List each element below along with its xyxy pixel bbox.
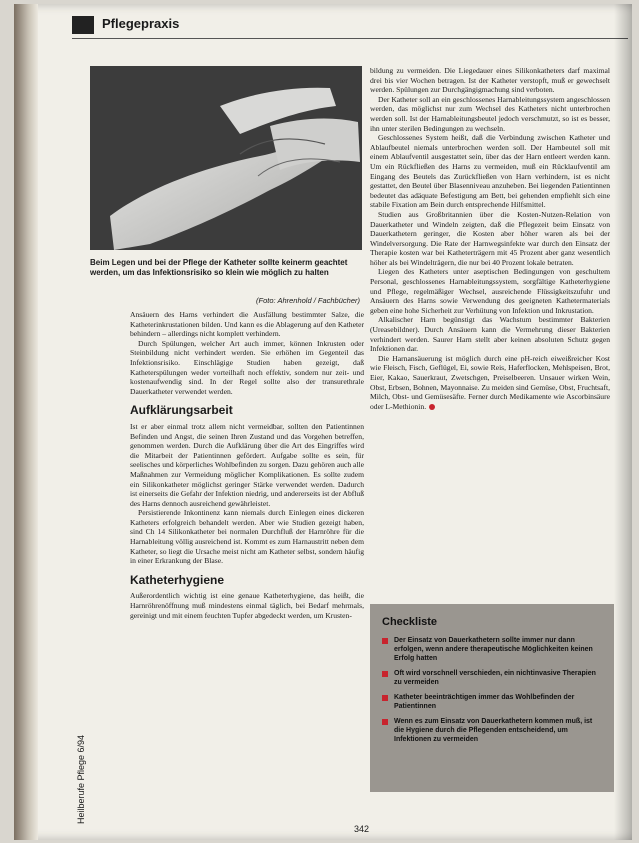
checklist-item-text: Katheter beeinträchtigen immer das Wohlbefinden der Patientinnen bbox=[394, 694, 575, 710]
paragraph-text: Die Harnansäuerung ist möglich durch eine pH-reich eiweißreicher Kost wie Fleisch, Fisch, Geflügel, Ei, sowie Reis, Haferflocken, Mehlspeisen, Brot, Eier, Kakao, Sauerkraut, Zwetschgen, Preiselbeeren. Unsauer wirken Wein, Obst, Erbsen, Bohnen, Mayonnaise. Zu meiden sind Gemüse, Obst, Fruchtsaft, Milch, Obst- und Gemüsesäfte. Ferner durch Medikamente wie Ascorbinsäure oder L-Methionin. bbox=[370, 353, 611, 411]
magazine-page bbox=[14, 4, 632, 840]
paragraph: Ansäuern des Harns verhindert die Ausfällung bestimmter Salze, die Katheterinkrustationen bilden. Und kann es die Ablagerung auf den Katheter behindern – allerdings nicht komplett verhindern. bbox=[130, 310, 364, 339]
square-bullet-icon bbox=[382, 671, 388, 677]
heading-katheterhygiene: Katheterhygiene bbox=[130, 572, 225, 587]
checklist-item bbox=[382, 669, 604, 687]
journal-name: Heilberufe Pflege 6/94 bbox=[76, 734, 86, 824]
paragraph: Ist er aber einmal trotz allem nicht vermeidbar, sollten den Patientinnen Befinden und Angst, die seinen Ihren Zustand und das Vorgehen betreffen, genommen werden. Durch die Aufklärung über die Art des Eingriffes wird die Mitarbeit der Patientinnen gefördert. Aufgabe sollte es sein, für seelisches und körperliches Wohlbefinden zu sorgen. Dazu gehören auch alle Maßnahmen zur Vermeidung möglicher Komplikationen. Es sollte zudem ein Silikonkatheter möglichst geringer Stärke verwendet werden. Dadurch ist einerseits die Gefahr der Infektion niedrig, und andererseits ist der Abfluß des Harns dennoch ausreichend gewährleistet. bbox=[130, 421, 365, 508]
checklist-item-text: Wenn es zum Einsatz von Dauerkathetern kommen muß, ist die Hygiene durch die Pflegenden entscheidend, um Infektionen zu vermeiden bbox=[394, 718, 593, 743]
heading-aufklaerung: Aufklärungsarbeit bbox=[130, 403, 233, 418]
paragraph: Studien aus Großbritannien über die Kosten-Nutzen-Relation von Dauerkatheter und Windeln zeigten, daß die Pflegezeit beim Einsatz von Dauerkathetern geringer, die Kosten aber höher waren als bei der Windelversorgung. Die Rate der Harnwegsinfekte war durch den Einsatz der Therapie kosten war bei Katheterträgern mit 45 Prozent aber ganz wesentlich höher als bei Windelträgern, die nur bei 40 Prozent lokale betraten. bbox=[370, 209, 610, 267]
figure-caption: Beim Legen und bei der Pflege der Katheter sollte keinerm geachtet werden, um das Infektionsrisiko so klein wie möglich zu halten bbox=[90, 258, 348, 277]
checklist-item bbox=[382, 636, 604, 663]
square-bullet-icon bbox=[382, 695, 388, 701]
figure-credit: (Foto: Ahrenhold / Fachbücher) bbox=[256, 296, 360, 305]
paragraph: Der Katheter soll an ein geschlossenes Harnableitungssystem angeschlossen werden, das möglichst nur zum Wechsel des Katheters nicht unterbrochen werden soll. Ist der Harnableitungsbeutel jedoch verschmutzt, so ist es besser, ihn unter sterilen Bedingungen zu wechseln. bbox=[370, 94, 610, 133]
end-of-article-icon bbox=[429, 404, 435, 410]
checklist-item bbox=[382, 717, 604, 744]
paragraph: Durch Spülungen, welcher Art auch immer, können Inkrusten oder Steinbildung nicht verhindert werden. Sie erhöhen im Gegenteil das Infektionsrisiko. Einschlägige Studien haben gezeigt, daß Katheterspülungen weder vorteilhaft noch effektiv, sondern nur zeit- und kostenaufwendig sind. In der Regel sollte also der transurethrale Dauerkatheter verwendet werden. bbox=[130, 338, 364, 396]
gloved-hands-illustration bbox=[90, 66, 362, 250]
checklist-item bbox=[382, 693, 604, 711]
photo-gloved-hands bbox=[90, 66, 362, 250]
header-marker bbox=[72, 16, 94, 34]
left-column bbox=[130, 310, 364, 620]
square-bullet-icon bbox=[382, 638, 388, 644]
paragraph: bildung zu vermeiden. Die Liegedauer eines Silikonkatheters darf maximal drei bis vier Wochen betragen. Ist der Katheter verstopft, muß er gewechselt werden. Spülungen zur Durchgängigmachung sind verboten. bbox=[370, 66, 610, 95]
checklist-item-text: Oft wird vorschnell verschieden, ein nichtinvasive Therapien zu vermeiden bbox=[394, 670, 596, 686]
right-column bbox=[370, 66, 610, 411]
checklist-item-text: Der Einsatz von Dauerkathetern sollte immer nur dann erfolgen, wenn andere therapeutische Möglichkeiten keinen Erfolg hatten bbox=[394, 637, 593, 662]
page-edge-shadow bbox=[614, 4, 632, 840]
page-number: 342 bbox=[354, 824, 370, 834]
paragraph: Außerordentlich wichtig ist eine genaue Katheterhygiene, das heißt, die Harnröhrenöffnung muß mindestens einmal täglich, bei Bedarf mehrmals, gereinigt und mit einem feuchten Tupfer abgedeckt werden, um Krusten- bbox=[130, 591, 364, 620]
checklist-box bbox=[370, 604, 614, 792]
paragraph: Liegen des Katheters unter aseptischen Bedingungen von geschultem Personal, geschlossenes Harnableitungssystem, sorgfältige Katheterhygiene und Pflege, regelmäßiger Wechsel, ausreichende Flüssigkeitszufuhr und Ansäuern des Harns sowie Verwendung des geeigneten Kathetermaterials geben eine hohe Sicherheit zur Verhütung von Infektion und Inkrustation. bbox=[370, 267, 610, 315]
paragraph-last bbox=[370, 354, 610, 412]
paragraph: Persistierende Inkontinenz kann niemals durch Einlegen eines dickeren Katheters erfolgreich behandelt werden. Aber wie Studien gezeigt haben, sind Ch 14 Silikonkatheter bei normalen Durchfluß der Harnröhre für die Harnableitung völlig ausreichend ist. Kommt es zum Harnaustritt neben dem Katheter, so liegt die Ursache meist nicht am Katheter selbst, sondern häufig in einer Erkrankung der Blase. bbox=[130, 508, 364, 566]
checklist-title: Checkliste bbox=[382, 616, 438, 628]
book-spine bbox=[14, 4, 38, 840]
paragraph: Geschlossenes System heißt, daß die Verbindung zwischen Katheter und Ablaufbeutel niemals unterbrochen werden soll. Der Harnbeutel soll mit einem Ablaufventil ausgestattet sein, über das der Harn entleert werden kann. Um ein Rückfließen des Harns zu vermeiden, muß ein Rücklaufventil am Eingang des Beutels das Zurückfließen von Harn verhindern, ist es nicht gestattet, den Beutel über Blasenniveau anzuheben. Bei liegenden Patientinnen bedeutet das adäquate Befestigung am Bett, bei gehenden empfiehlt sich eine stabile Fixation am Bein durch entsprechende Hilfsmittel. bbox=[370, 133, 610, 210]
section-label: Pflegepraxis bbox=[102, 16, 180, 31]
journal-footer bbox=[76, 694, 92, 824]
paragraph: Alkalischer Harn begünstigt das Wachstum bestimmter Bakterien (Ureasebildner). Durch Ansäuern kann die Vermehrung dieser Bakterien verhindert werden. Saurer Harn stellt aber keinen absoluten Schutz gegen Infektionen dar. bbox=[370, 315, 610, 354]
square-bullet-icon bbox=[382, 719, 388, 725]
